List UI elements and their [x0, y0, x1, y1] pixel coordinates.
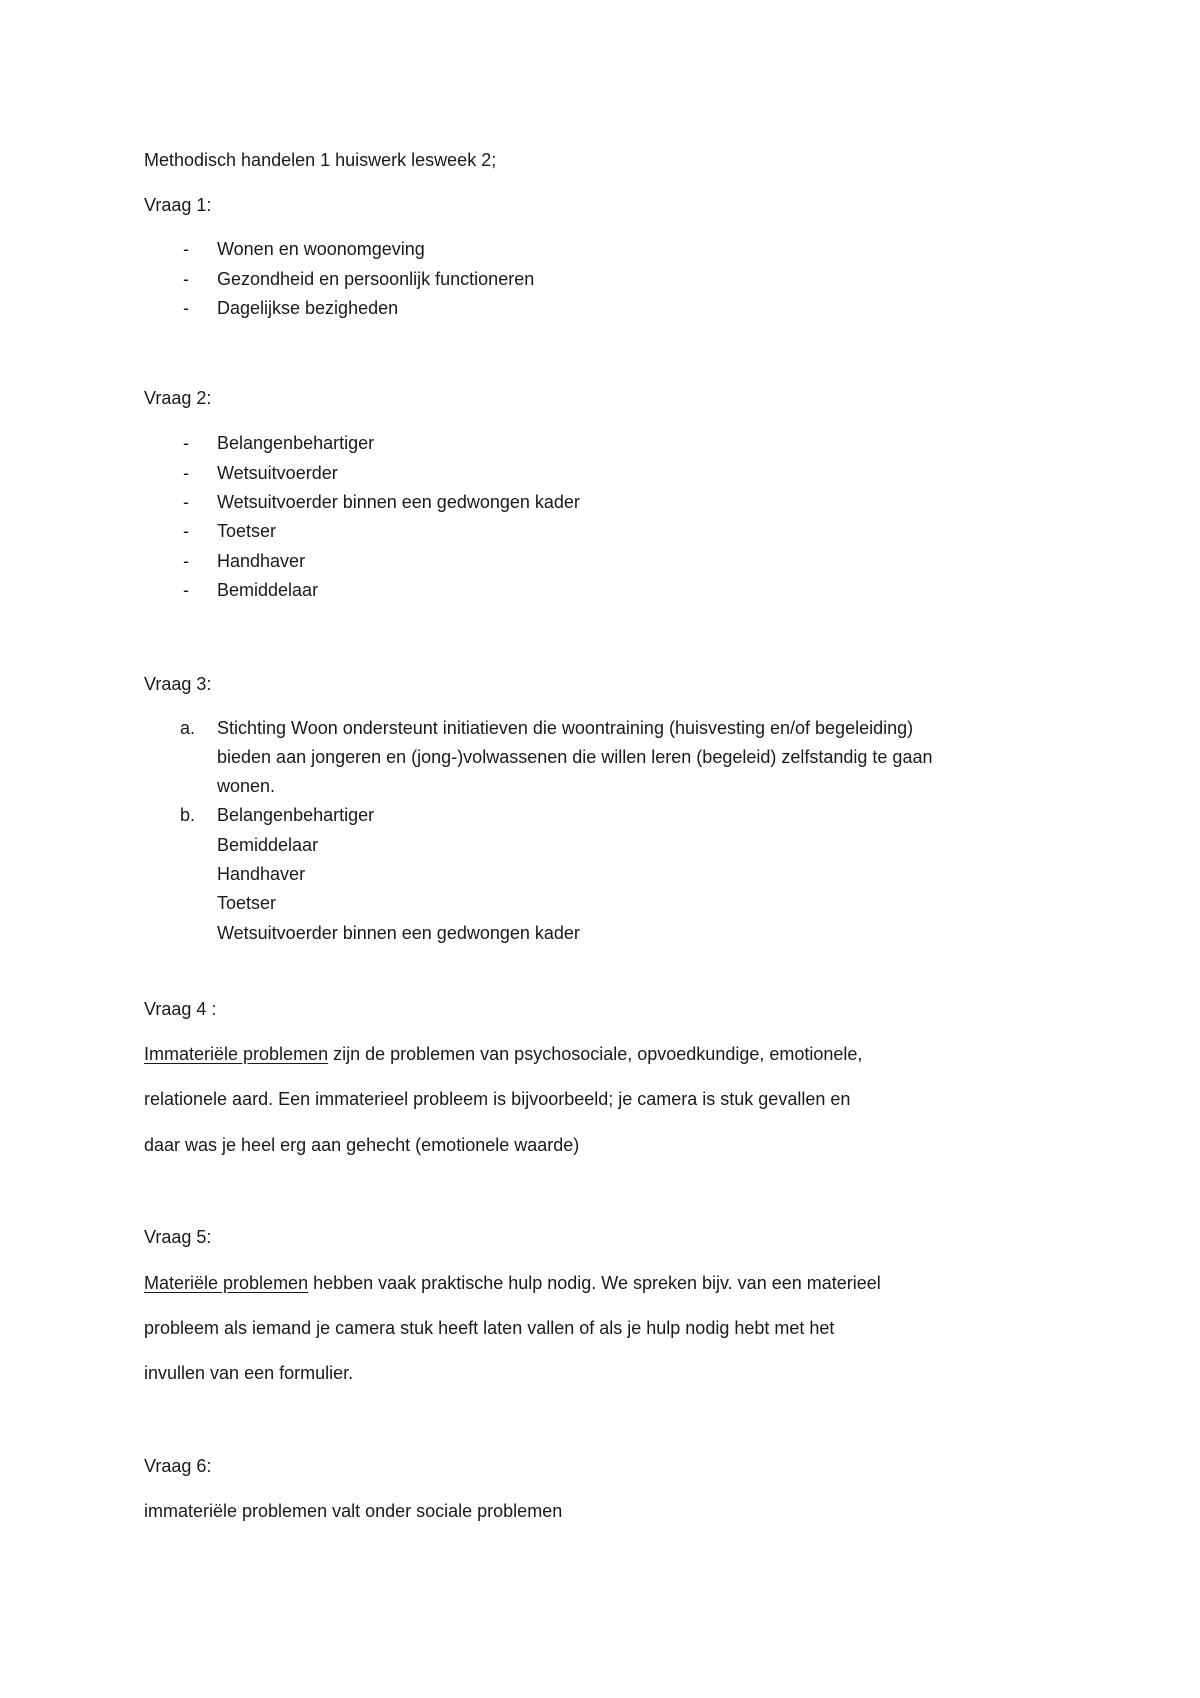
vraag3-answer-b-line: Belangenbehartiger	[217, 805, 375, 825]
vraag5-line1-rest: hebben vaak praktische hulp nodig. We spreken bijv. van een materieel	[308, 1273, 881, 1293]
vraag3-heading: Vraag 3:	[144, 674, 212, 694]
vraag4-line1-rest: zijn de problemen van psychosociale, opvoedkundige, emotionele,	[328, 1044, 863, 1064]
vraag4-answer-line: daar was je heel erg aan gehecht (emotionele waarde)	[144, 1135, 580, 1155]
vraag4-term: Immateriële problemen	[144, 1044, 329, 1064]
vraag1-heading: Vraag 1:	[144, 195, 212, 215]
bullet-dash: -	[183, 463, 189, 483]
bullet-dash: -	[183, 492, 189, 512]
vraag3-answer-b-line: Toetser	[217, 893, 277, 913]
vraag3-answer-a-line: bieden aan jongeren en (jong-)volwassenen die willen leren (begeleid) zelfstandig te gaan	[217, 747, 933, 767]
bullet-dash: -	[183, 580, 189, 600]
document-title: Methodisch handelen 1 huiswerk lesweek 2;	[144, 150, 497, 170]
vraag5-answer-line	[144, 1272, 881, 1294]
list-marker-a: a.	[180, 718, 196, 738]
vraag2-item: Belangenbehartiger	[217, 433, 375, 453]
bullet-dash: -	[183, 298, 189, 318]
vraag2-item: Bemiddelaar	[217, 580, 319, 600]
vraag5-term: Materiële problemen	[144, 1273, 309, 1293]
vraag4-answer-line	[144, 1043, 862, 1065]
bullet-dash: -	[183, 521, 189, 541]
vraag6-heading: Vraag 6:	[144, 1456, 212, 1476]
vraag2-item: Wetsuitvoerder	[217, 463, 338, 483]
vraag1-item: Dagelijkse bezigheden	[217, 298, 399, 318]
vraag3-answer-a-line: wonen.	[217, 776, 276, 796]
vraag2-item: Toetser	[217, 521, 277, 541]
vraag1-item: Gezondheid en persoonlijk functioneren	[217, 269, 535, 289]
vraag2-item: Handhaver	[217, 551, 306, 571]
vraag4-answer-line: relationele aard. Een immaterieel probleem is bijvoorbeeld; je camera is stuk gevallen en	[144, 1089, 851, 1109]
list-marker-b: b.	[180, 805, 196, 825]
bullet-dash: -	[183, 433, 189, 453]
vraag2-item: Wetsuitvoerder binnen een gedwongen kader	[217, 492, 580, 512]
vraag3-answer-a-line: Stichting Woon ondersteunt initiatieven die woontraining (huisvesting en/of begeleiding)	[217, 718, 914, 738]
vraag1-item: Wonen en woonomgeving	[217, 239, 425, 259]
vraag3-answer-b-line: Bemiddelaar	[217, 835, 319, 855]
bullet-dash: -	[183, 551, 189, 571]
bullet-dash: -	[183, 239, 189, 259]
vraag4-heading: Vraag 4 :	[144, 999, 217, 1019]
vraag5-answer-line: invullen van een formulier.	[144, 1363, 354, 1383]
vraag3-answer-b-line: Wetsuitvoerder binnen een gedwongen kader	[217, 923, 580, 943]
vraag2-heading: Vraag 2:	[144, 388, 212, 408]
vraag3-answer-b-line: Handhaver	[217, 864, 306, 884]
bullet-dash: -	[183, 269, 189, 289]
vraag5-heading: Vraag 5:	[144, 1227, 212, 1247]
vraag6-answer-line: immateriële problemen valt onder sociale problemen	[144, 1501, 563, 1521]
vraag5-answer-line: probleem als iemand je camera stuk heeft laten vallen of als je hulp nodig hebt met het	[144, 1318, 835, 1338]
